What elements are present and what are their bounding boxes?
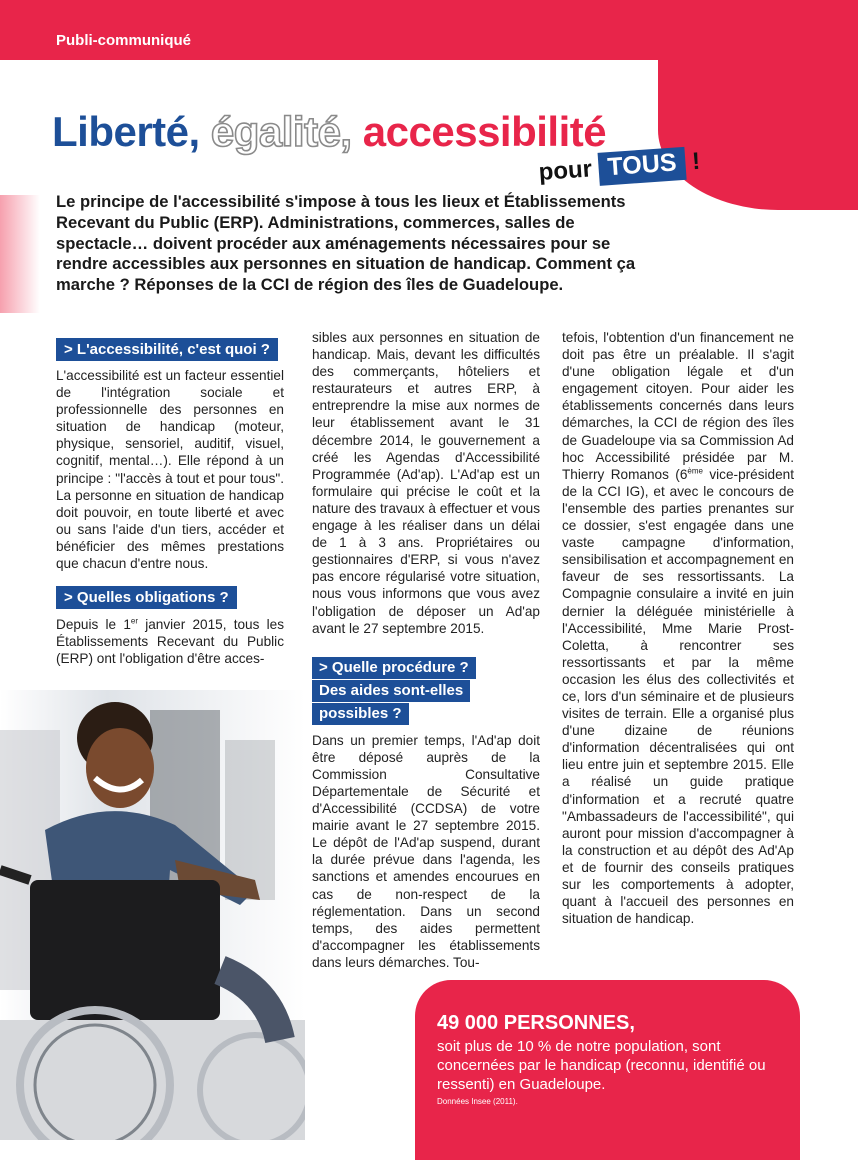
lead-accent-bar — [0, 195, 40, 313]
section2-text-col2: sibles aux personnes en situation de handicap. Mais, devant les difficultés des commerçants, hôteliers et restaurateurs et autres ERP, à entreprendre la mise aux normes de leur établissement avant le 31 décembre 2014, le gouvernement a créé les Agendas d'Accessibilité Programmée (Ad'ap). L'Ad'ap est un formulaire qui précise le coût et la nature des travaux à effectuer et vous engage à les réaliser dans un délai de 1 à 3 ans. Propriétaires ou gestionnaires d'ERP, si vous n'avez pas encore régularisé votre situation, nous vous informons que vous avez l'obligation de déposer un Ad'ap avant le 27 septembre 2015. — [312, 330, 540, 636]
stat-description: soit plus de 10 % de notre population, sont concernées par le handicap (reconnu, identifié ou ressenti) en Guadeloupe. — [437, 1038, 766, 1093]
heading-procedure-line1: > Quelle procédure ? — [312, 657, 476, 679]
section3-sup: ème — [687, 466, 703, 476]
heading-accessibilite: > L'accessibilité, c'est quoi ? — [56, 338, 278, 361]
section3-text-col2: Dans un premier temps, l'Ad'ap doit être déposé auprès de la Commission Consultative Départementale de Sécurité et d'Accessibilité (CCDSA) de votre mairie avant le 27 septembre 2015. Le dépôt de l'Ad'ap suspend, durant la durée prévue dans l'agenda, les sanctions et amendes encourues en cas de non-respect de la réglementation. Dans un second temps, des aides permettent d'accompagner les établissements dans leurs démarches. Tou- — [312, 732, 540, 970]
section2-text-a: Depuis le 1 — [56, 617, 131, 633]
heading-procedure — [312, 657, 476, 726]
publi-communique-label: Publi-communiqué — [56, 32, 191, 49]
lead-paragraph: Le principe de l'accessibilité s'impose à tous les lieux et Établissements Recevant du Public (ERP). Administrations, commerces, salles de spectacle… doivent procéder aux aménagements nécessaires pour se rendre accessibles aux personnes en situation de handicap. Comment ça marche ? Réponses de la CCI de région des îles de Guadeloupe. — [56, 192, 636, 295]
stat-source: Données Insee (2011). — [437, 1097, 518, 1106]
top-banner — [0, 0, 858, 60]
section1-text: L'accessibilité est un facteur essentiel de l'intégration sociale et professionnelle des personnes en situation de handicap (moteur, physique, sensoriel, auditif, visuel, cognitif, mental…). Elle répond à un principe : "l'accès à tout et pour tous". La personne en situation de handicap doit pouvoir, en toute liberté et avec ou sans l'aide d'un tiers, accéder et bénéficier des mêmes prestations que chacun d'entre nous. — [56, 368, 284, 572]
title-pour: pour — [537, 155, 593, 187]
stat-figure: 49 000 PERSONNES, — [437, 1012, 635, 1034]
title-tous-badge: TOUS — [598, 147, 687, 186]
section2-text-start — [56, 616, 284, 667]
wheelchair-user-photo — [0, 690, 305, 1140]
page-title — [52, 108, 606, 156]
heading-procedure-line3: possibles ? — [312, 703, 409, 725]
section3-text-col3: tefois, l'obtention d'un financement ne doit pas être un préalable. Il s'agit d'une obligation légale et d'un engagement citoyen. Pour aider les établissements concernés dans leurs démarches, la CCI de région des îles de Guadeloupe via sa Commission Ad hoc Accessibilité présidée par M. Thierry Romanos (6ème vice-président de la CCI IG), et avec le concours de l'ensemble des parties prenantes sur ce dossier, s'est engagée dans une vaste campagne d'information, sensibilisation et accompagnement en faveur de ses ressortissants. La Compagnie consulaire a invité en juin dernier la déléguée ministérielle à l'Accessibilité, Mme Marie Prost-Coletta, à rencontrer ses ressortissants et par la même occasion les élus des collectivités et ce, lors d'un séminaire et de plusieurs visites de terrain. Elle a organisé plus d'une dizaine de réunions d'information décentralisées qui ont lieu entre juin et septembre 2015. Elle a réalisé un guide pratique d'information et a recruté quatre "Ambassadeurs de l'accessibilité", qui auront pour mission d'accompagner à la construction et au dépôt des Ad'Ap et de fournir des conseils pratiques sur les comportements à adopter, quant à l'accueil des personnes en situation de handicap. — [562, 330, 794, 927]
title-exclamation: ! — [691, 147, 701, 176]
title-liberte: Liberté, — [52, 108, 200, 155]
heading-procedure-line2: Des aides sont-elles — [312, 680, 470, 702]
heading-obligations: > Quelles obligations ? — [56, 586, 237, 609]
section2-sup: er — [130, 616, 139, 626]
title-egalite: égalité, — [210, 108, 352, 155]
column-1 — [56, 367, 284, 667]
title-accessibilite: accessibilité — [362, 108, 607, 155]
section2-text-col1: janvier 2015, tous les Établissements Recevant du Public (ERP) ont l'obligation d'être acces- — [56, 617, 284, 667]
column-3 — [562, 329, 794, 927]
column-2 — [312, 329, 540, 971]
